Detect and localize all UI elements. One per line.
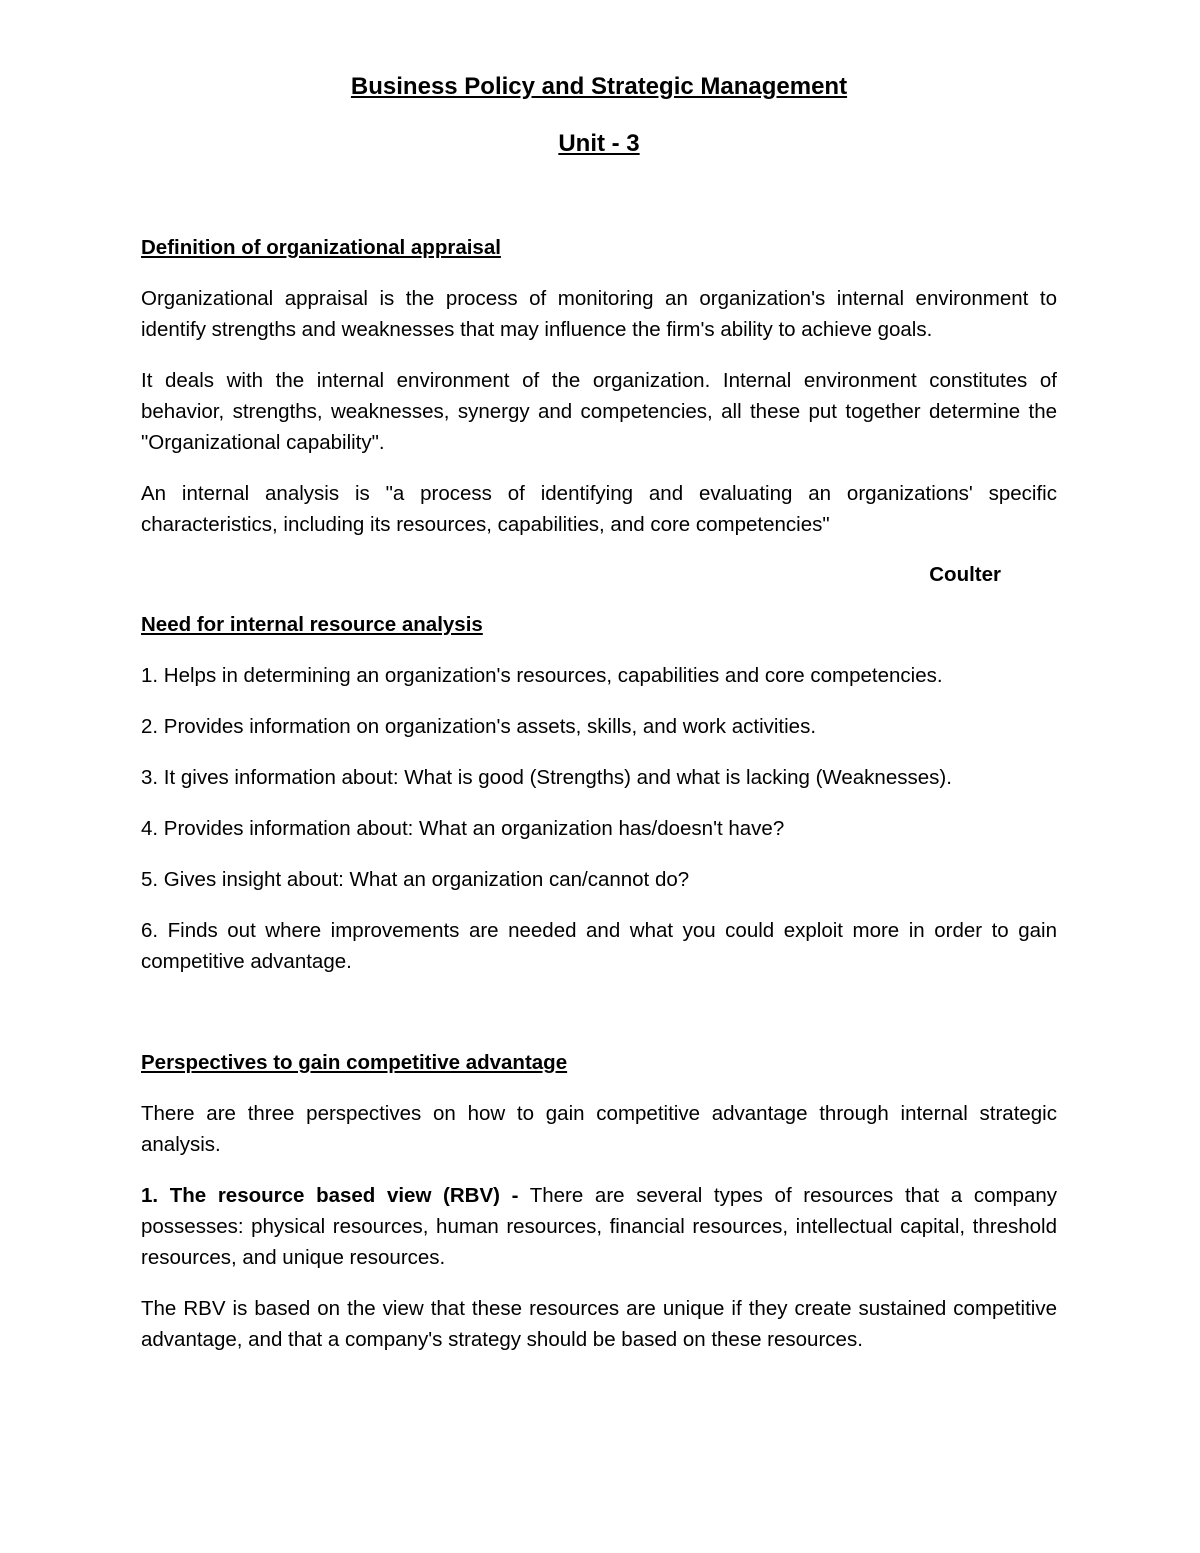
list-item: 6. Finds out where improvements are needed and what you could exploit more in order to gain competitive advantage. — [141, 919, 1057, 973]
paragraph: There are three perspectives on how to gain competitive advantage through internal strategic analysis. — [141, 1102, 1057, 1156]
paragraph: It deals with the internal environment of the organization. Internal environment constitutes of behavior, strengths, weaknesses, synergy and competencies, all these put together determine the "Organizational capability". — [141, 369, 1057, 454]
spacer — [141, 997, 1057, 1048]
paragraph: The RBV is based on the view that these resources are unique if they create sustained competitive advantage, and that a company's strategy should be based on these resources. — [141, 1297, 1057, 1351]
section-heading-perspectives: Perspectives to gain competitive advantage — [141, 1051, 568, 1074]
section-heading-definition: Definition of organizational appraisal — [141, 236, 501, 259]
quote-attribution: Coulter — [929, 563, 1001, 586]
rbv-text: There are several types of resources that a company possesses: physical resources, human resources, financial resources, intellectual capital, threshold resources, and unique resources. — [141, 1184, 1058, 1269]
list-item: 2. Provides information on organization's assets, skills, and work activities. — [141, 715, 817, 738]
unit-title: Unit - 3 — [558, 130, 640, 157]
document-page — [141, 0, 1057, 1553]
list-item: 1. Helps in determining an organization's resources, capabilities and core competencies. — [141, 664, 943, 687]
list-item: 3. It gives information about: What is good (Strengths) and what is lacking (Weaknesses). — [141, 766, 952, 789]
list-item: 5. Gives insight about: What an organization can/cannot do? — [141, 868, 690, 891]
rbv-paragraph — [141, 1180, 1057, 1273]
document-title: Business Policy and Strategic Management — [350, 73, 848, 100]
section-heading-need: Need for internal resource analysis — [141, 613, 483, 636]
document-body — [141, 233, 1057, 1375]
list-item: 4. Provides information about: What an organization has/doesn't have? — [141, 817, 785, 840]
quote-paragraph: An internal analysis is "a process of identifying and evaluating an organizations' specific characteristics, including its resources, capabilities, and core competencies" — [141, 482, 1057, 536]
paragraph: Organizational appraisal is the process of monitoring an organization's internal environment to identify strengths and weaknesses that may influence the firm's ability to achieve goals. — [141, 287, 1057, 341]
rbv-label: 1. The resource based view (RBV) - — [141, 1184, 519, 1207]
